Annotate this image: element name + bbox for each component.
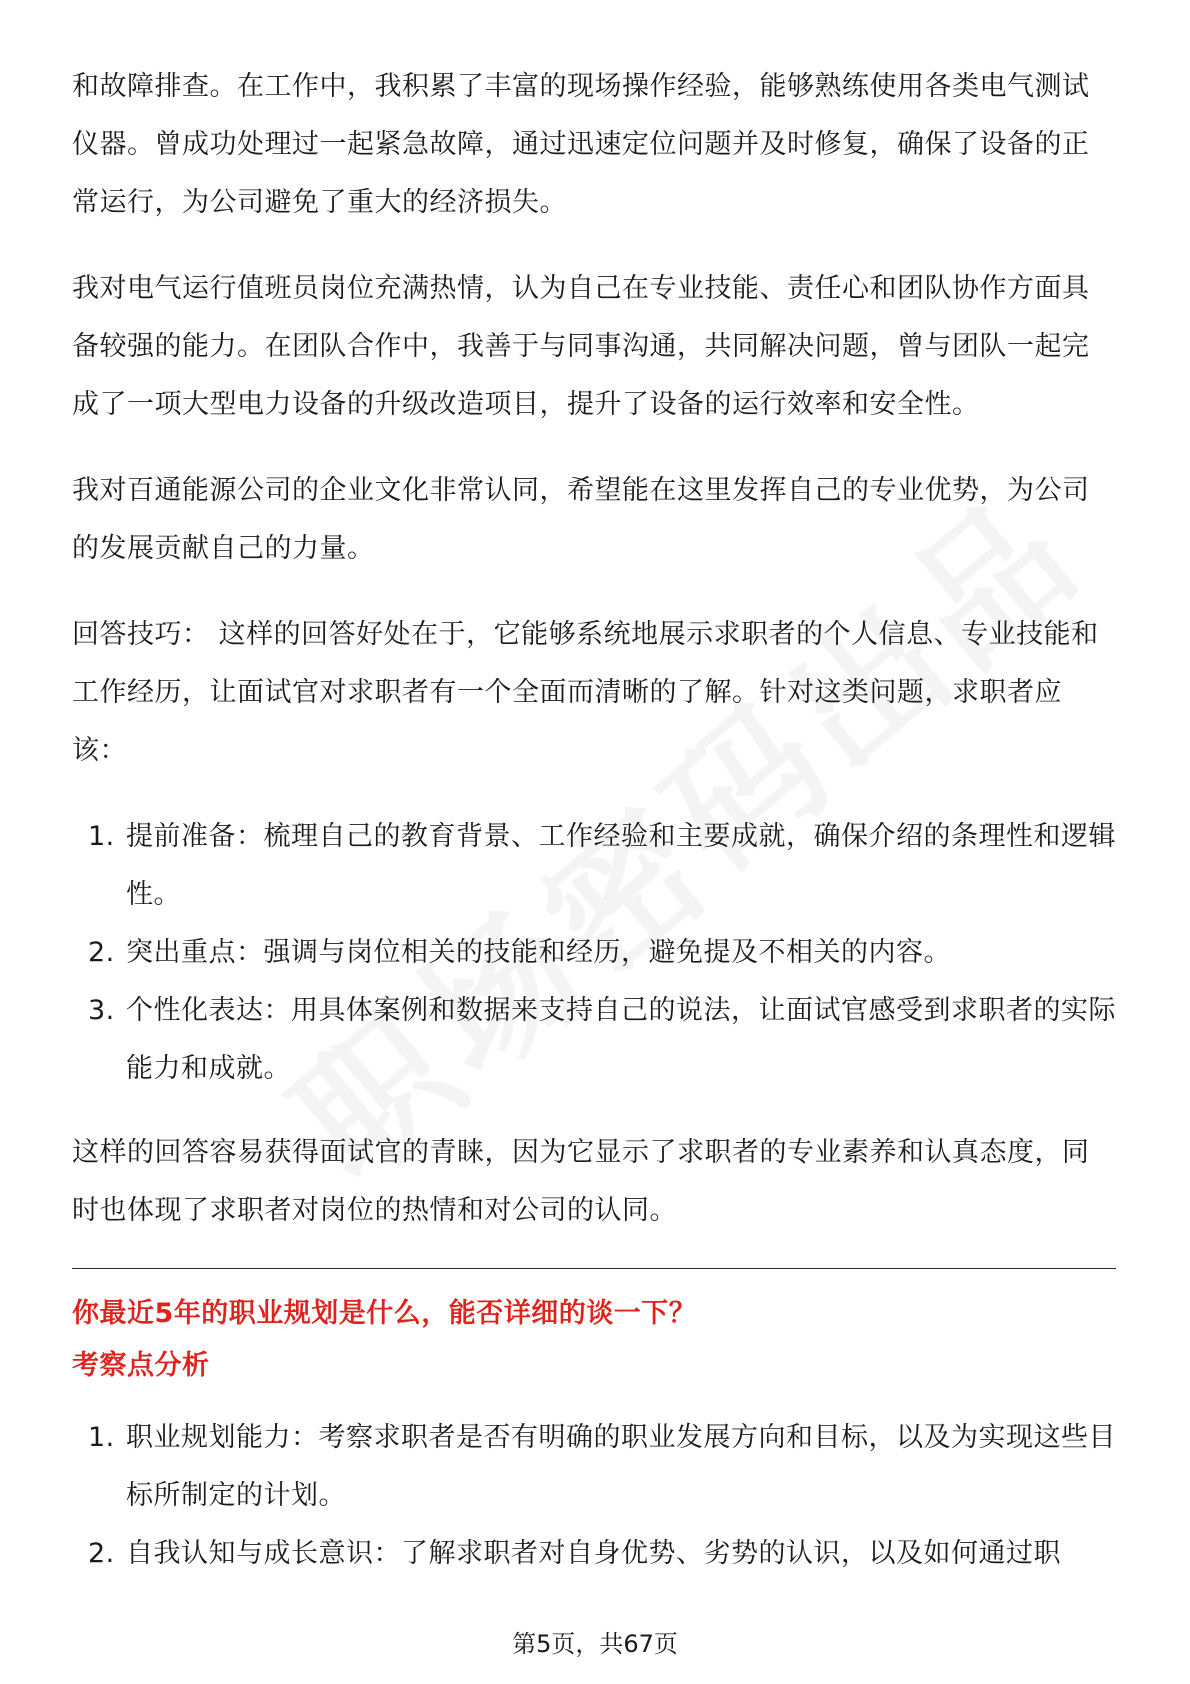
list-item-text: 突出重点：强调与岗位相关的技能和经历，避免提及不相关的内容。	[126, 937, 951, 968]
list-number: 3.	[88, 995, 115, 1026]
analysis-list	[72, 1409, 1116, 1583]
paragraph-closing: 这样的回答容易获得面试官的青睐，因为它显示了求职者的专业素养和认真态度，同时也体现了求职者对岗位的热情和对公司的认同。	[72, 1137, 1090, 1226]
paragraph-company: 我对百通能源公司的企业文化非常认同，希望能在这里发挥自己的专业优势，为公司的发展贡献自己的力量。	[72, 475, 1090, 564]
question-heading: 你最近5年的职业规划是什么，能否详细的谈一下？	[72, 1298, 697, 1329]
list-item	[72, 982, 1116, 1098]
page-content	[72, 58, 1116, 1609]
list-item-text: 个性化表达：用具体案例和数据来支持自己的说法，让面试官感受到求职者的实际能力和成就。	[126, 995, 1116, 1084]
analysis-heading: 考察点分析	[72, 1350, 210, 1381]
list-number: 1.	[88, 821, 115, 852]
list-item	[72, 1525, 1116, 1583]
list-item	[72, 1409, 1116, 1525]
section-divider	[72, 1268, 1116, 1269]
list-item-text: 自我认知与成长意识：了解求职者对自身优势、劣势的认识，以及如何通过职	[126, 1538, 1061, 1569]
list-item-text: 提前准备：梳理自己的教育背景、工作经验和主要成就，确保介绍的条理性和逻辑性。	[126, 821, 1116, 910]
paragraph-passion: 我对电气运行值班员岗位充满热情，认为自己在专业技能、责任心和团队协作方面具备较强的能力。在团队合作中，我善于与同事沟通，共同解决问题，曾与团队一起完成了一项大型电力设备的升级改造项目，提升了设备的运行效率和安全性。	[72, 273, 1090, 420]
list-number: 2.	[88, 1538, 115, 1569]
paragraph-answer-tips: 回答技巧： 这样的回答好处在于，它能够系统地展示求职者的个人信息、专业技能和工作经历，让面试官对求职者有一个全面而清晰的了解。针对这类问题，求职者应该：	[72, 619, 1099, 766]
tips-list	[72, 808, 1116, 1098]
list-item-text: 职业规划能力：考察求职者是否有明确的职业发展方向和目标，以及为实现这些目标所制定的计划。	[126, 1422, 1116, 1511]
list-item	[72, 924, 1116, 982]
list-number: 1.	[88, 1422, 115, 1453]
page-footer: 第5页，共67页	[512, 1630, 678, 1658]
paragraph-experience: 和故障排查。在工作中，我积累了丰富的现场操作经验，能够熟练使用各类电气测试仪器。曾成功处理过一起紧急故障，通过迅速定位问题并及时修复，确保了设备的正常运行，为公司避免了重大的经济损失。	[72, 71, 1090, 218]
list-item	[72, 808, 1116, 924]
list-number: 2.	[88, 937, 115, 968]
